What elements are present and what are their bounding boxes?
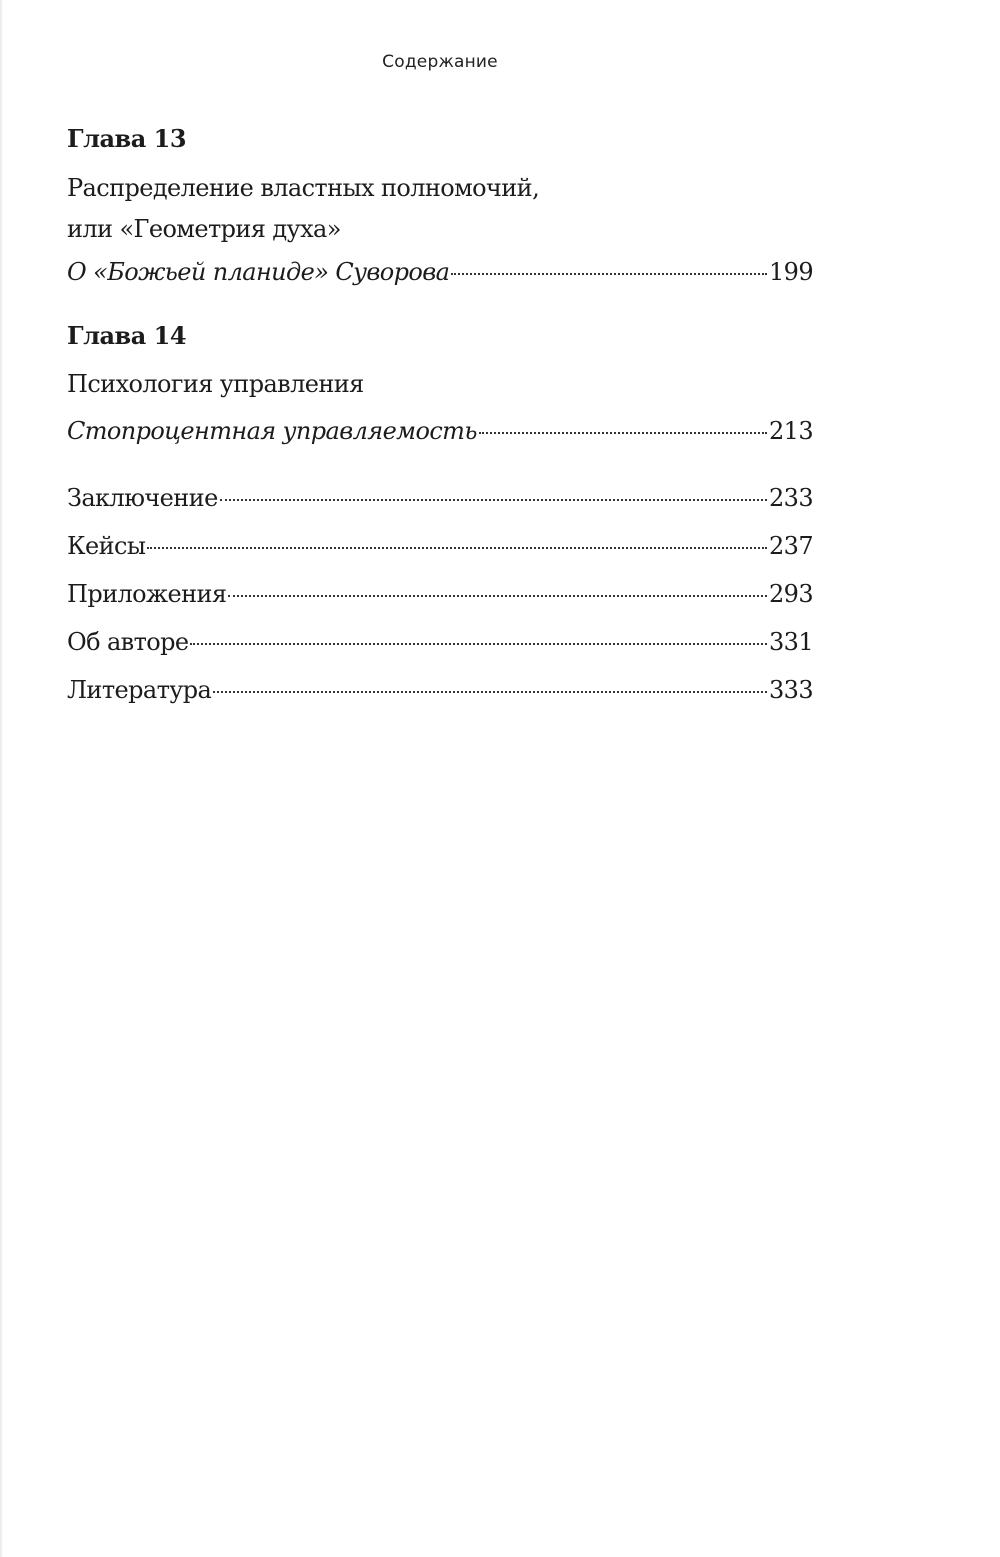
toc-entry-literature[interactable]	[67, 672, 813, 708]
chapter-title-line: Психология управления	[67, 370, 364, 398]
toc-entry-label: Заключение	[67, 484, 218, 512]
dot-leader	[213, 691, 767, 693]
toc-entry-appendices[interactable]	[67, 576, 813, 612]
dot-leader	[220, 499, 767, 501]
running-header: Содержание	[382, 52, 498, 72]
dot-leader	[190, 643, 767, 645]
toc-entry-cases[interactable]	[67, 528, 813, 564]
toc-page-number: 331	[768, 628, 813, 656]
dot-leader	[479, 432, 767, 434]
page-edge-shadow	[0, 0, 3, 1557]
toc-page-number: 233	[768, 484, 813, 512]
chapter-label: Глава 14	[67, 321, 187, 350]
chapter-14-title	[67, 364, 813, 405]
chapter-13-block	[67, 124, 813, 154]
dot-leader	[451, 273, 767, 275]
chapter-title-line: Распределение властных полномочий,	[67, 174, 540, 202]
chapter-14-block	[67, 321, 813, 351]
toc-page-number: 293	[768, 580, 813, 608]
toc-entry-chapter-14[interactable]	[67, 413, 813, 449]
toc-entry-about-author[interactable]	[67, 624, 813, 660]
toc-entry-label: Приложения	[67, 580, 227, 608]
toc-page-number: 213	[768, 417, 813, 445]
chapter-label: Глава 13	[67, 124, 187, 153]
toc-entry-label: Литература	[67, 676, 212, 704]
toc-entry-label: Об авторе	[67, 628, 189, 656]
toc-page-number: 237	[768, 532, 813, 560]
toc-entry-conclusion[interactable]	[67, 480, 813, 516]
dot-leader	[228, 595, 767, 597]
dot-leader	[147, 547, 767, 549]
chapter-13-title	[67, 168, 813, 250]
toc-page-number: 199	[768, 258, 813, 286]
toc-page-number: 333	[768, 676, 813, 704]
toc-entry-label: Стопроцентная управляемость	[67, 417, 477, 445]
toc-entry-label: О «Божьей планиде» Суворова	[67, 258, 450, 286]
toc-entry-label: Кейсы	[67, 532, 146, 560]
chapter-title-line: или «Геометрия духа»	[67, 215, 341, 243]
toc-entry-chapter-13[interactable]	[67, 254, 813, 290]
